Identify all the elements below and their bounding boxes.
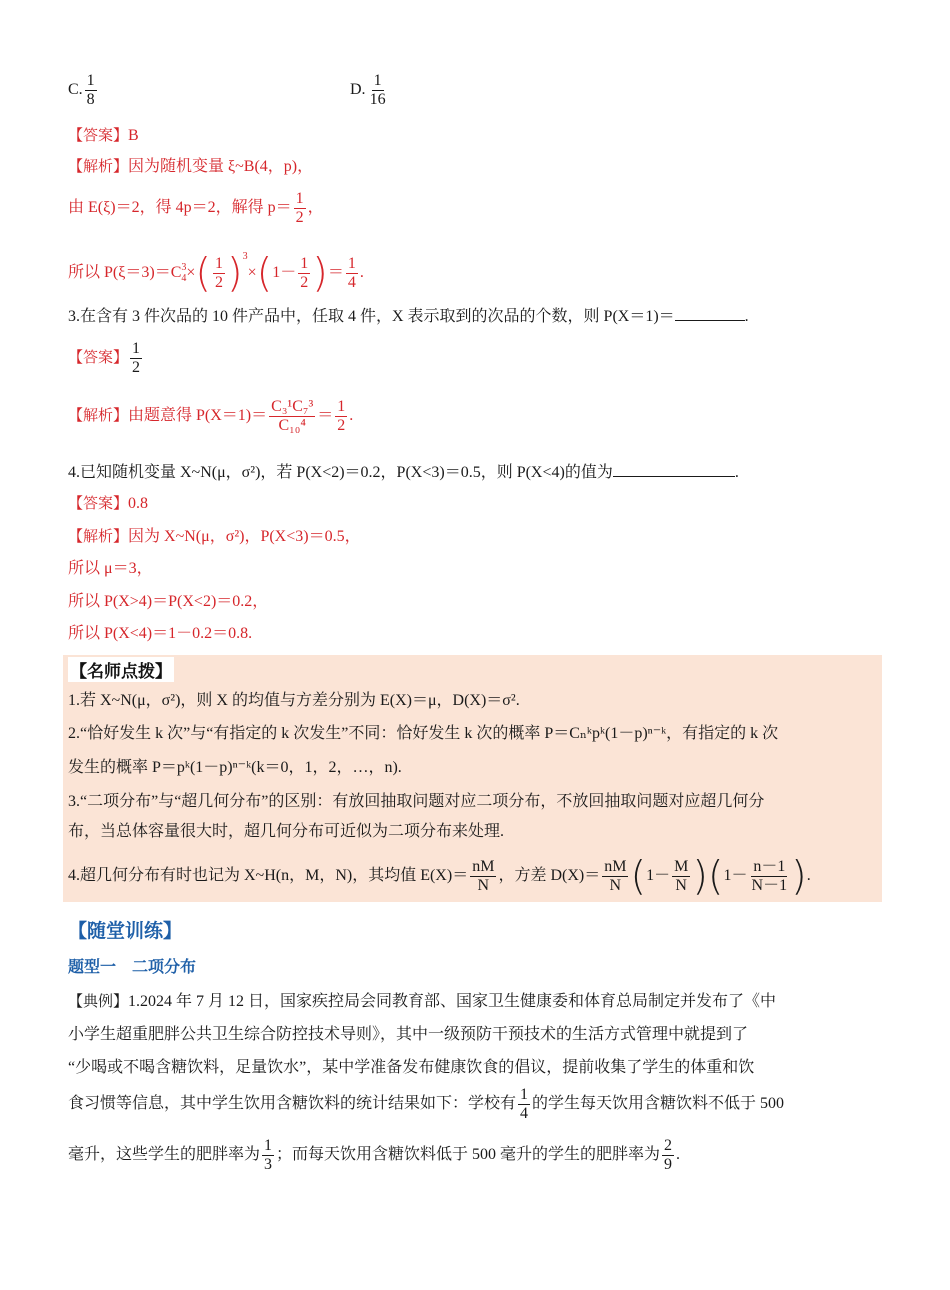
q3-answer-fraction: $\frac{1}{2}$ xyxy=(132,340,141,376)
q4-analysis-line1: 【解析】因为 X~N(μ，σ²)，P(X<3)＝0.5， xyxy=(68,527,361,545)
q3-stem: 3.在含有 3 件次品的 10 件产品中，任取 4 件，X 表示取到的次品的个数，则 P(X＝1)＝ . xyxy=(68,308,749,325)
section-title: 【随堂训练】 xyxy=(68,920,183,942)
q2-half-fraction-b: $\frac{1}{2}$ xyxy=(300,254,309,291)
q4-analysis-line4: 所以 P(X<4)＝1－0.2＝0.8. xyxy=(68,625,253,642)
option-d: D. $\frac{1}{16}$ xyxy=(350,72,386,108)
q3-answer: 【答案】 $\frac{1}{2}$ xyxy=(68,340,141,376)
tip-3b: 布，当总体容量很大时，超几何分布可近似为二项分布来处理. xyxy=(68,823,505,840)
q3-combination-fraction: $\frac{\text{C₃¹C₇³}}{\text{C₁₀⁴}}$ xyxy=(271,398,314,434)
q4-analysis-line2: 所以 μ＝3， xyxy=(68,560,153,577)
example-line-2: 小学生超重肥胖公共卫生综合防控技术导则》，其中一级预防干预技术的生活方式管理中就提到了 xyxy=(68,1026,749,1043)
q4-analysis-line3: 所以 P(X>4)＝P(X<2)＝0.2， xyxy=(68,593,269,610)
tip4-n-fraction: $\frac{n-1}{N-1}$ xyxy=(751,857,788,894)
q3-analysis: 【解析】由题意得 P(X＝1)＝ $\frac{\text{C₃¹C₇³}}{\text{C₁₀⁴}}$ ＝ $\frac{1}{2}$ . xyxy=(68,398,354,434)
q4-stem: 4.已知随机变量 X~N(μ，σ²)，若 P(X<2)＝0.2，P(X<3)＝0.5，则 P(X<4)的值为 . xyxy=(68,464,739,481)
tip-1: 1.若 X~N(μ，σ²)，则 X 的均值与方差分别为 E(X)＝μ，D(X)＝σ². xyxy=(68,692,520,709)
q2-result-fraction: $\frac{1}{4}$ xyxy=(347,254,356,291)
example-two-ninths-fraction: $\frac{2}{9}$ xyxy=(664,1136,673,1173)
tip-4: 4.超几何分布有时也记为 X~H(n，M，N)，其均值 E(X)＝ $\frac{nM}{N}$ ，方差 D(X)＝ $\frac{nM}{N}$ (1－ $\frac{M}{N}$ )(1－ $\frac{n-1}{N-1}$ ). xyxy=(68,853,811,900)
q2-p-fraction: $\frac{1}{2}$ xyxy=(295,190,304,226)
q2-answer: 【答案】B xyxy=(68,126,139,144)
tip-3a: 3.“二项分布”与“超几何分布”的区别：有放回抽取问题对应二项分布，不放回抽取问题对应超几何分 xyxy=(68,793,765,810)
tip4-mean-fraction: $\frac{nM}{N}$ xyxy=(472,857,495,894)
teacher-tips-title: 【名师点拨】 xyxy=(68,657,174,682)
example-line-3: “少喝或不喝含糖饮料，足量饮水”，某中学准备发布健康饮食的倡议，提前收集了学生的体重和饮 xyxy=(68,1059,755,1076)
tip-2a: 2.“恰好发生 k 次”与“有指定的 k 次发生”不同：恰好发生 k 次的概率 P＝Cₙᵏpᵏ(1－p)ⁿ⁻ᵏ，有指定的 k 次 xyxy=(68,725,779,742)
example-third-fraction: $\frac{1}{3}$ xyxy=(264,1136,273,1173)
option-c-fraction: $\frac{1}{8}$ xyxy=(86,72,95,108)
q2-analysis-line1: 【解析】因为随机变量 ξ~B(4，p)， xyxy=(68,157,314,175)
example-line-4: 食习惯等信息，其中学生饮用含糖饮料的统计结果如下：学校有 $\frac{1}{4}$ 的学生每天饮用含糖饮料不低于 500 xyxy=(68,1085,785,1122)
tip4-m-fraction: $\frac{M}{N}$ xyxy=(674,857,689,894)
example-quarter-fraction: $\frac{1}{4}$ xyxy=(520,1085,529,1122)
q2-analysis-line2: 由 E(ξ)＝2，得 4p＝2，解得 p＝ $\frac{1}{2}$ ， xyxy=(68,190,324,226)
q3-result-fraction: $\frac{1}{2}$ xyxy=(337,398,346,434)
q2-half-fraction-a: $\frac{1}{2}$ xyxy=(215,254,224,291)
subsection-title: 题型一 二项分布 xyxy=(68,957,197,976)
q2-analysis-line3: 所以 P(ξ＝3)＝C 3 4 ×( $\frac{1}{2}$ )$^3$×(1－ $\frac{1}{2}$ )＝ $\frac{1}{4}$ . xyxy=(68,250,364,297)
q4-answer: 【答案】0.8 xyxy=(68,494,149,512)
tip4-var-fraction: $\frac{nM}{N}$ xyxy=(604,857,627,894)
q4-blank xyxy=(613,476,735,477)
option-c: C. $\frac{1}{8}$ xyxy=(68,72,95,108)
tip-2b: 发生的概率 P＝pᵏ(1－p)ⁿ⁻ᵏ(k＝0，1，2，…，n). xyxy=(68,759,402,776)
q3-blank xyxy=(675,320,745,321)
option-d-fraction: $\frac{1}{16}$ xyxy=(369,72,386,108)
example-line-1: 【典例】1.2024 年 7 月 12 日，国家疾控局会同教育部、国家卫生健康委和体育总局制定并发布了《中 xyxy=(68,992,777,1010)
example-line-5: 毫升，这些学生的肥胖率为 $\frac{1}{3}$ ；而每天饮用含糖饮料低于 500 毫升的学生的肥胖率为 $\frac{2}{9}$ . xyxy=(68,1136,681,1173)
